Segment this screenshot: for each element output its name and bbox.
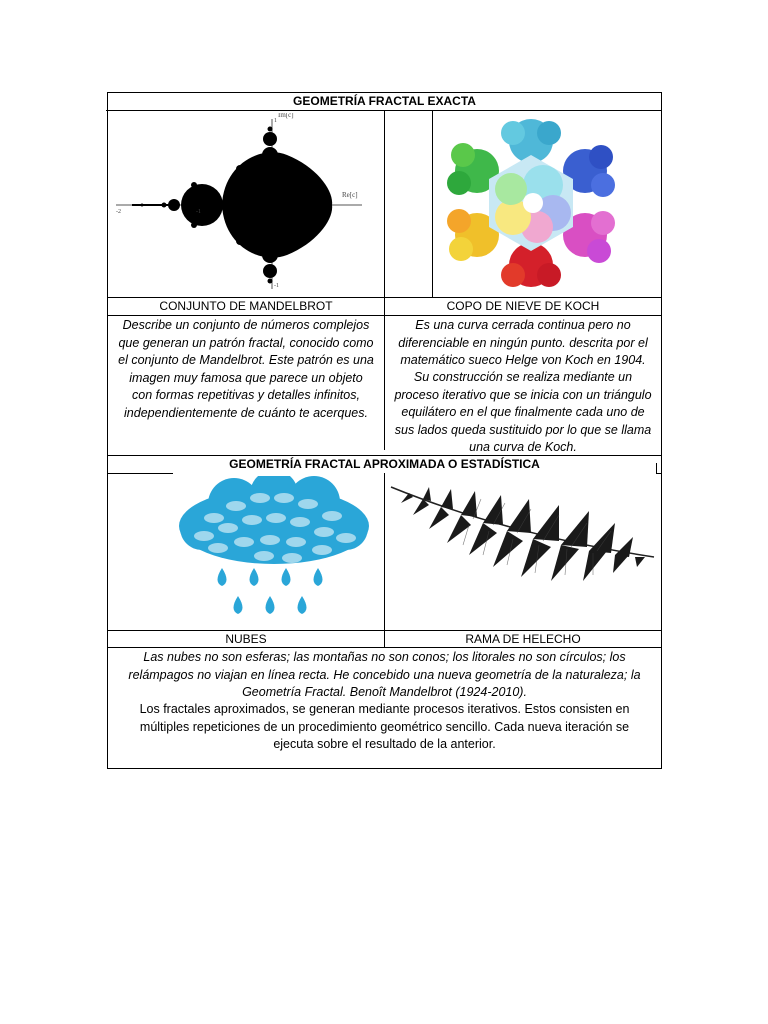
fern-caption: RAMA DE HELECHO (465, 632, 581, 646)
axis-im-label: Im[c] (278, 113, 294, 119)
approximate-fractals-body: Los fractales aproximados, se generan mediante procesos iterativos. Estos consisten en múltiples repeticiones de un procedimiento geométrico sencillo. Cada nueva iteración se ejecuta sobre el resultado de la anterior. (139, 702, 630, 751)
mandelbrot-quote: Las nubes no son esferas; las montañas no son conos; los litorales no son círculos; los relámpagos no viajan en línea recta. He concebido una nueva geometría de la naturaleza; la Geometría Fractal. Benoît Mandelbrot (1924-2010). (128, 650, 641, 699)
tick-left-label: -2 (116, 209, 121, 215)
fern-image (389, 485, 657, 625)
mandelbrot-image (112, 113, 380, 293)
tick-bottom-label: -1 (274, 283, 279, 289)
section2-title: GEOMETRÍA FRACTAL APROXIMADA O ESTADÍSTICA (229, 457, 540, 471)
clouds-caption: NUBES (225, 632, 267, 646)
mandelbrot-description: Describe un conjunto de números complejos que generan un patrón fractal, conocido como el conjunto de Mandelbrot. Este patrón es una imagen muy famosa que parece un objeto con formas repetitivas y detalles infinitos, independientemente de cuánto te acerques. (118, 318, 374, 420)
tick-top-label: 1 (274, 118, 277, 124)
fractal-table (107, 92, 662, 769)
section1-title: GEOMETRÍA FRACTAL EXACTA (293, 94, 476, 108)
cloud-image (174, 476, 374, 624)
koch-snowflake-image (436, 113, 626, 293)
koch-description-p2: Su construcción se realiza mediante un proceso iterativo que se inicia con un triángulo equilátero en el que finalmente cada uno de sus lados queda sustituido por lo que se llama una curva de Koch. (394, 370, 652, 454)
tick-mid-label: -1 (196, 209, 201, 215)
koch-description-p1: Es una curva cerrada continua pero no diferenciable en ningún punto. descrita por el matemático sueco Helge von Koch en 1904. (398, 318, 648, 367)
axis-re-label: Re[c] (342, 191, 358, 199)
koch-caption: COPO DE NIEVE DE KOCH (446, 299, 600, 313)
mandelbrot-caption: CONJUNTO DE MANDELBROT (159, 299, 333, 313)
